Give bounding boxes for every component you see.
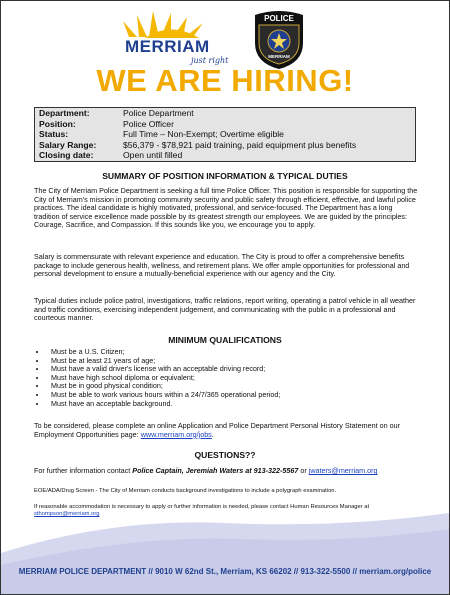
logo-wordmark: MERRIAM [125, 37, 210, 56]
info-value: $56,379 - $78,921 paid training, paid equipment plus benefits [123, 139, 357, 150]
list-item: • Must have high school diploma or equivalent; [47, 374, 418, 383]
eoe-text: EOE/ADA/Drug Screen - The City of Merriam conducts background investigations to include a polygraph examination. [34, 488, 337, 494]
footer-wave [1, 513, 449, 594]
list-item: • Must be able to work various hours within a 24/7/365 operational period; [47, 391, 418, 400]
list-item: • Must have a valid driver's license with an acceptable driving record; [47, 365, 418, 374]
contact-or: or [298, 466, 309, 475]
info-row [35, 119, 416, 130]
jobs-link[interactable]: www.merriam.org/jobs [140, 429, 212, 439]
hr-email-link[interactable]: sthompson@merriam.org [34, 511, 100, 517]
info-label: Status: [39, 129, 69, 139]
questions-heading: QUESTIONS?? [194, 450, 256, 460]
badge-top-text: POLICE [264, 14, 294, 23]
info-value: Police Department [123, 108, 194, 118]
info-value: Open until filled [123, 150, 183, 160]
info-row [35, 140, 416, 151]
summary-paragraph-3 [34, 297, 418, 323]
info-label: Salary Range: [39, 139, 97, 150]
contact-line [34, 467, 418, 476]
qualifications-list [34, 348, 418, 408]
police-badge [249, 9, 309, 71]
info-label: Closing date: [39, 150, 94, 160]
contact-name: Police Captain, Jeremiah Waters at 913-322-5567 [132, 466, 299, 475]
list-item: • Must be at least 21 years of age; [47, 357, 418, 366]
info-row [35, 108, 416, 119]
summary-text: The City of Merriam Police Department is seeking a full time Police Officer. This position is responsible for supporting the City of Merriam's mission in promoting community security and public safety through efficient, effective, and lawful police practices. The ideal candidate is highly motivated, professional, and service-focused. The Department has a long tradition of service excellence made possible by its greatest strength our employees. We are guided by the principles: Courage, Sacrifice, and Compassion. If this sounds like you, we encourage you to apply. [34, 186, 418, 230]
benefits-text: Salary is commensurate with relevant experience and education. The City is proud to offer a comprehensive benefits package to include generous health, wellness, and retirement plans. We offer ample opportunities for professional and personal development to ensure a mutually-beneficial experience with our agency and the City. [34, 252, 410, 279]
contact-prefix: For further information contact [34, 466, 133, 475]
apply-text: To be considered, please complete an online Application and Police Department Personal History Statement on our Employment Opportunities page: [34, 421, 400, 439]
merriam-logo [109, 7, 244, 67]
eoe-statement [34, 488, 418, 495]
apply-end: . [211, 429, 214, 439]
summary-paragraph-1 [34, 187, 418, 230]
footer-contact: MERRIAM POLICE DEPARTMENT // 9010 W 62nd St., Merriam, KS 66202 // 913-322-5500 // merriam.org/police [18, 567, 432, 576]
duties-text: Typical duties include police patrol, investigations, traffic relations, report writing, operating a patrol vehicle in all weather and traffic conditions, exercising independent judgement, and communicating with the public in a professional and courteous manner. [34, 296, 416, 323]
hiring-headline: WE ARE HIRING! [96, 63, 354, 98]
position-info-table [34, 107, 416, 162]
summary-heading: SUMMARY OF POSITION INFORMATION & TYPICAL DUTIES [102, 171, 348, 181]
info-row [35, 129, 416, 140]
list-item: • Must have an acceptable background. [47, 400, 418, 409]
list-item: • Must be a U.S. Citizen; [47, 348, 418, 357]
info-label: Position: [39, 118, 76, 129]
info-value: Police Officer [123, 118, 174, 129]
summary-paragraph-2 [34, 253, 418, 279]
info-value: Full Time – Non-Exempt; Overtime eligible [123, 129, 284, 139]
info-row [35, 150, 416, 161]
accommodation-text: If reasonable accommodation is necessary to apply or further information is needed, please contact Human Resources Manager at [34, 504, 370, 510]
list-item: • Must be in good physical condition; [47, 382, 418, 391]
contact-email-link[interactable]: jwaters@merriam.org [308, 466, 378, 475]
qualifications-heading: MINIMUM QUALIFICATIONS [168, 335, 282, 345]
apply-instructions [34, 422, 418, 439]
logo-tagline: just right [191, 56, 229, 65]
badge-bottom-text: MERRIAM [268, 54, 290, 59]
info-label: Department: [39, 108, 90, 118]
